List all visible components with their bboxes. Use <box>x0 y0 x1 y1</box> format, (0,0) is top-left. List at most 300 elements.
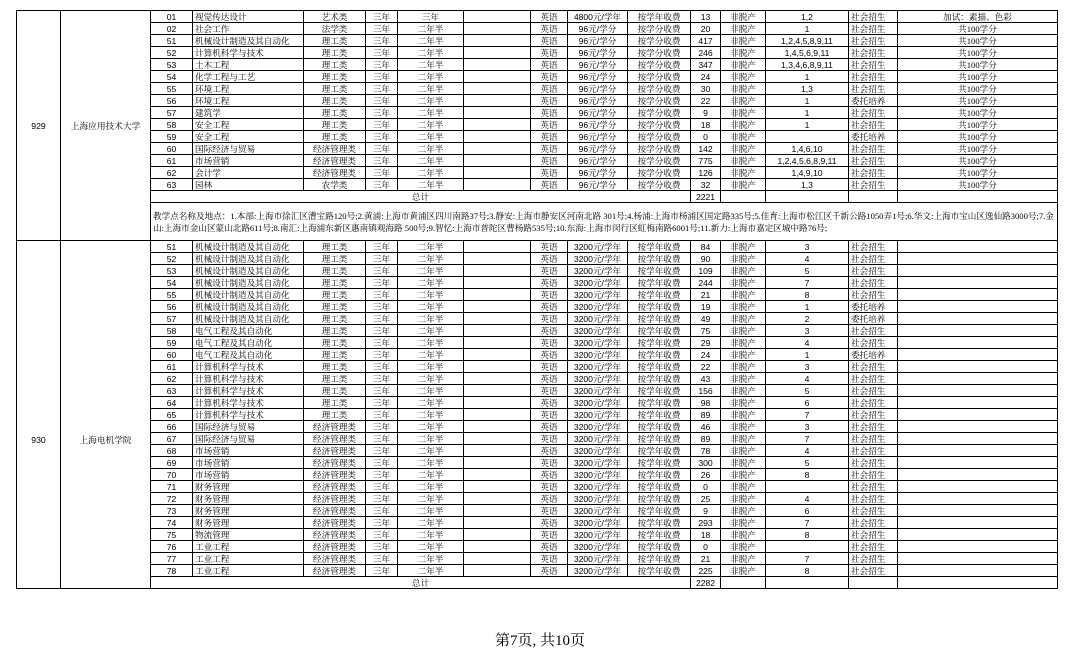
major-name: 市场营销 <box>193 445 304 457</box>
program-length: 三年 <box>366 529 398 541</box>
study-mode: 非脱产 <box>721 505 766 517</box>
teaching-sites: 7 <box>766 433 849 445</box>
table-row <box>17 95 1058 107</box>
program-length: 三年 <box>366 167 398 179</box>
teaching-sites: 1,4,5,6,9,11 <box>766 47 849 59</box>
fee-method: 按学分收费 <box>628 131 691 143</box>
major-code: 54 <box>151 71 193 83</box>
major-code: 58 <box>151 325 193 337</box>
tuition-fee: 3200元/学年 <box>568 409 628 421</box>
subject-category: 法学类 <box>304 23 366 35</box>
blank-cell <box>464 301 531 313</box>
tuition-fee: 3200元/学年 <box>568 445 628 457</box>
fee-method: 按学年收费 <box>628 349 691 361</box>
program-length: 三年 <box>366 373 398 385</box>
major-code: 65 <box>151 409 193 421</box>
enrollment-type: 社会招生 <box>849 325 898 337</box>
tuition-fee: 3200元/学年 <box>568 433 628 445</box>
study-mode: 非脱产 <box>721 421 766 433</box>
major-code: 74 <box>151 517 193 529</box>
blank-cell <box>464 83 531 95</box>
remarks <box>898 553 1058 565</box>
exam-language: 英语 <box>531 107 568 119</box>
exam-language: 英语 <box>531 179 568 191</box>
fee-method: 按学年收费 <box>628 433 691 445</box>
study-duration: 二年半 <box>398 445 464 457</box>
major-name: 土木工程 <box>193 59 304 71</box>
exam-language: 英语 <box>531 71 568 83</box>
subject-category: 经济管理类 <box>304 469 366 481</box>
major-code: 63 <box>151 385 193 397</box>
study-duration: 二年半 <box>398 313 464 325</box>
teaching-sites: 6 <box>766 505 849 517</box>
table-row <box>17 421 1058 433</box>
study-mode: 非脱产 <box>721 361 766 373</box>
program-length: 三年 <box>366 349 398 361</box>
major-code: 52 <box>151 47 193 59</box>
study-mode: 非脱产 <box>721 119 766 131</box>
blank-cell <box>464 469 531 481</box>
major-code: 63 <box>151 179 193 191</box>
major-code: 69 <box>151 457 193 469</box>
program-length: 三年 <box>366 155 398 167</box>
teaching-sites: 5 <box>766 265 849 277</box>
study-mode: 非脱产 <box>721 179 766 191</box>
fee-method: 按学年收费 <box>628 565 691 577</box>
enrollment-count: 0 <box>691 541 721 553</box>
tuition-fee: 96元/学分 <box>568 155 628 167</box>
enrollment-count: 417 <box>691 35 721 47</box>
study-mode: 非脱产 <box>721 289 766 301</box>
major-code: 61 <box>151 361 193 373</box>
study-duration: 二年半 <box>398 385 464 397</box>
blank-cell <box>849 191 898 203</box>
school-code: 929 <box>17 11 61 241</box>
teaching-sites: 1 <box>766 119 849 131</box>
study-duration: 二年半 <box>398 421 464 433</box>
exam-language: 英语 <box>531 277 568 289</box>
tuition-fee: 96元/学分 <box>568 95 628 107</box>
fee-method: 按学年收费 <box>628 373 691 385</box>
subject-category: 理工类 <box>304 131 366 143</box>
remarks <box>898 385 1058 397</box>
fee-method: 按学年收费 <box>628 469 691 481</box>
enrollment-type: 社会招生 <box>849 265 898 277</box>
enrollment-type: 社会招生 <box>849 517 898 529</box>
major-name: 环境工程 <box>193 83 304 95</box>
blank-cell <box>464 179 531 191</box>
table-row <box>17 517 1058 529</box>
program-length: 三年 <box>366 445 398 457</box>
study-mode: 非脱产 <box>721 325 766 337</box>
enrollment-type: 社会招生 <box>849 241 898 253</box>
study-duration: 二年半 <box>398 493 464 505</box>
subject-category: 经济管理类 <box>304 481 366 493</box>
table-row <box>17 11 1058 23</box>
enrollment-type: 社会招生 <box>849 179 898 191</box>
major-name: 计算机科学与技术 <box>193 373 304 385</box>
teaching-sites: 7 <box>766 277 849 289</box>
exam-language: 英语 <box>531 23 568 35</box>
major-name: 机械设计制造及其自动化 <box>193 253 304 265</box>
remarks <box>898 337 1058 349</box>
study-duration: 二年半 <box>398 349 464 361</box>
enrollment-type: 社会招生 <box>849 361 898 373</box>
fee-method: 按学年收费 <box>628 313 691 325</box>
table-row <box>17 505 1058 517</box>
tuition-fee: 96元/学分 <box>568 59 628 71</box>
study-mode: 非脱产 <box>721 107 766 119</box>
remarks <box>898 253 1058 265</box>
study-mode: 非脱产 <box>721 553 766 565</box>
study-duration: 二年半 <box>398 155 464 167</box>
exam-language: 英语 <box>531 167 568 179</box>
study-duration: 二年半 <box>398 71 464 83</box>
blank-cell <box>464 107 531 119</box>
enrollment-count: 22 <box>691 95 721 107</box>
enrollment-count: 78 <box>691 445 721 457</box>
study-duration: 二年半 <box>398 301 464 313</box>
fee-method: 按学年收费 <box>628 529 691 541</box>
study-duration: 二年半 <box>398 179 464 191</box>
study-duration: 二年半 <box>398 253 464 265</box>
blank-cell <box>464 493 531 505</box>
fee-method: 按学分收费 <box>628 35 691 47</box>
tuition-fee: 96元/学分 <box>568 35 628 47</box>
teaching-sites: 3 <box>766 241 849 253</box>
major-name: 电气工程及其自动化 <box>193 349 304 361</box>
teaching-sites: 1,3 <box>766 179 849 191</box>
enrollment-type: 社会招生 <box>849 253 898 265</box>
fee-method: 按学年收费 <box>628 337 691 349</box>
teaching-sites: 7 <box>766 409 849 421</box>
major-code: 60 <box>151 349 193 361</box>
fee-method: 按学分收费 <box>628 47 691 59</box>
remarks <box>898 517 1058 529</box>
major-code: 54 <box>151 277 193 289</box>
school-name: 上海应用技术大学 <box>61 11 151 241</box>
major-name: 计算机科学与技术 <box>193 47 304 59</box>
blank-cell <box>464 397 531 409</box>
study-duration: 二年半 <box>398 469 464 481</box>
study-mode: 非脱产 <box>721 469 766 481</box>
table-row <box>17 167 1058 179</box>
school-name: 上海电机学院 <box>61 241 151 589</box>
major-name: 电气工程及其自动化 <box>193 337 304 349</box>
study-duration: 二年半 <box>398 409 464 421</box>
tuition-fee: 3200元/学年 <box>568 277 628 289</box>
remarks <box>898 361 1058 373</box>
program-length: 三年 <box>366 71 398 83</box>
exam-language: 英语 <box>531 241 568 253</box>
major-code: 53 <box>151 265 193 277</box>
table-row <box>17 155 1058 167</box>
major-name: 视觉传达设计 <box>193 11 304 23</box>
blank-cell <box>464 433 531 445</box>
tuition-fee: 3200元/学年 <box>568 301 628 313</box>
major-code: 70 <box>151 469 193 481</box>
table-row <box>17 529 1058 541</box>
major-code: 71 <box>151 481 193 493</box>
table-row <box>17 325 1058 337</box>
major-name: 机械设计制造及其自动化 <box>193 265 304 277</box>
blank-cell <box>464 155 531 167</box>
enrollment-count: 244 <box>691 277 721 289</box>
exam-language: 英语 <box>531 119 568 131</box>
major-name: 安全工程 <box>193 131 304 143</box>
study-mode: 非脱产 <box>721 337 766 349</box>
enrollment-type: 社会招生 <box>849 47 898 59</box>
blank-cell <box>464 313 531 325</box>
subject-category: 经济管理类 <box>304 505 366 517</box>
blank-cell <box>464 457 531 469</box>
exam-language: 英语 <box>531 143 568 155</box>
table-row <box>17 445 1058 457</box>
program-length: 三年 <box>366 409 398 421</box>
study-mode: 非脱产 <box>721 253 766 265</box>
table-row <box>17 253 1058 265</box>
enrollment-count: 293 <box>691 517 721 529</box>
blank-cell <box>464 119 531 131</box>
teaching-sites: 8 <box>766 469 849 481</box>
table-row <box>17 361 1058 373</box>
tuition-fee: 3200元/学年 <box>568 313 628 325</box>
program-length: 三年 <box>366 119 398 131</box>
major-name: 化学工程与工艺 <box>193 71 304 83</box>
remarks: 共100学分 <box>898 35 1058 47</box>
tuition-fee: 96元/学分 <box>568 143 628 155</box>
program-length: 三年 <box>366 481 398 493</box>
enrollment-type: 社会招生 <box>849 107 898 119</box>
major-code: 59 <box>151 131 193 143</box>
subject-category: 理工类 <box>304 253 366 265</box>
remarks: 共100学分 <box>898 143 1058 155</box>
fee-method: 按学年收费 <box>628 457 691 469</box>
teaching-sites <box>766 131 849 143</box>
fee-method: 按学年收费 <box>628 277 691 289</box>
major-code: 67 <box>151 433 193 445</box>
remarks <box>898 505 1058 517</box>
remarks <box>898 313 1058 325</box>
remarks: 共100学分 <box>898 23 1058 35</box>
remarks <box>898 481 1058 493</box>
major-code: 52 <box>151 253 193 265</box>
major-code: 55 <box>151 83 193 95</box>
study-mode: 非脱产 <box>721 541 766 553</box>
program-length: 三年 <box>366 457 398 469</box>
blank-cell <box>464 241 531 253</box>
teaching-sites: 4 <box>766 253 849 265</box>
enrollment-count: 98 <box>691 397 721 409</box>
teaching-sites: 8 <box>766 565 849 577</box>
tuition-fee: 3200元/学年 <box>568 517 628 529</box>
tuition-fee: 96元/学分 <box>568 179 628 191</box>
fee-method: 按学年收费 <box>628 253 691 265</box>
major-name: 安全工程 <box>193 119 304 131</box>
study-mode: 非脱产 <box>721 83 766 95</box>
page-number: 第7页, 共10页 <box>494 633 585 649</box>
exam-language: 英语 <box>531 529 568 541</box>
enrollment-count: 126 <box>691 167 721 179</box>
blank-cell <box>464 71 531 83</box>
tuition-fee: 96元/学分 <box>568 23 628 35</box>
teaching-sites: 6 <box>766 397 849 409</box>
tuition-fee: 3200元/学年 <box>568 541 628 553</box>
study-duration: 三年 <box>398 11 464 23</box>
program-length: 三年 <box>366 385 398 397</box>
study-duration: 二年半 <box>398 131 464 143</box>
tuition-fee: 3200元/学年 <box>568 325 628 337</box>
major-name: 社会工作 <box>193 23 304 35</box>
subject-category: 理工类 <box>304 313 366 325</box>
study-mode: 非脱产 <box>721 71 766 83</box>
study-mode: 非脱产 <box>721 481 766 493</box>
fee-method: 按学年收费 <box>628 505 691 517</box>
enrollment-type: 社会招生 <box>849 83 898 95</box>
table-row <box>17 565 1058 577</box>
subject-category: 艺术类 <box>304 11 366 23</box>
study-mode: 非脱产 <box>721 397 766 409</box>
enrollment-type: 社会招生 <box>849 167 898 179</box>
exam-language: 英语 <box>531 541 568 553</box>
blank-cell <box>464 565 531 577</box>
enrollment-count: 18 <box>691 529 721 541</box>
major-name: 市场营销 <box>193 469 304 481</box>
table-row <box>17 493 1058 505</box>
enrollment-type: 社会招生 <box>849 565 898 577</box>
study-mode: 非脱产 <box>721 565 766 577</box>
remarks <box>898 349 1058 361</box>
study-mode: 非脱产 <box>721 349 766 361</box>
enrollment-count: 0 <box>691 481 721 493</box>
subject-category: 理工类 <box>304 35 366 47</box>
program-length: 三年 <box>366 179 398 191</box>
major-name: 园林 <box>193 179 304 191</box>
enrollment-type: 社会招生 <box>849 505 898 517</box>
teaching-sites: 1 <box>766 95 849 107</box>
exam-language: 英语 <box>531 553 568 565</box>
remarks <box>898 409 1058 421</box>
exam-language: 英语 <box>531 35 568 47</box>
program-length: 三年 <box>366 241 398 253</box>
table-row <box>17 71 1058 83</box>
major-name: 财务管理 <box>193 481 304 493</box>
major-code: 57 <box>151 107 193 119</box>
blank-cell <box>464 553 531 565</box>
enrollment-count: 29 <box>691 337 721 349</box>
major-name: 电气工程及其自动化 <box>193 325 304 337</box>
teaching-sites: 2 <box>766 313 849 325</box>
teaching-sites: 5 <box>766 385 849 397</box>
exam-language: 英语 <box>531 433 568 445</box>
teaching-sites: 8 <box>766 529 849 541</box>
table-row <box>17 23 1058 35</box>
study-mode: 非脱产 <box>721 409 766 421</box>
fee-method: 按学年收费 <box>628 421 691 433</box>
fee-method: 按学年收费 <box>628 361 691 373</box>
enrollment-type: 社会招生 <box>849 397 898 409</box>
total-row <box>17 191 1058 203</box>
tuition-fee: 96元/学分 <box>568 47 628 59</box>
program-length: 三年 <box>366 83 398 95</box>
enrollment-count: 9 <box>691 107 721 119</box>
enrollment-count: 19 <box>691 301 721 313</box>
fee-method: 按学分收费 <box>628 107 691 119</box>
table-row <box>17 143 1058 155</box>
study-mode: 非脱产 <box>721 277 766 289</box>
teaching-sites: 1 <box>766 107 849 119</box>
subject-category: 经济管理类 <box>304 155 366 167</box>
blank-cell <box>464 385 531 397</box>
table-row <box>17 241 1058 253</box>
fee-method: 按学年收费 <box>628 553 691 565</box>
major-code: 58 <box>151 119 193 131</box>
study-duration: 二年半 <box>398 143 464 155</box>
study-mode: 非脱产 <box>721 59 766 71</box>
study-mode: 非脱产 <box>721 457 766 469</box>
exam-language: 英语 <box>531 493 568 505</box>
exam-language: 英语 <box>531 265 568 277</box>
tuition-fee: 3200元/学年 <box>568 337 628 349</box>
enrollment-type: 社会招生 <box>849 553 898 565</box>
enrollment-plan-table <box>16 10 1058 589</box>
fee-method: 按学分收费 <box>628 167 691 179</box>
program-length: 三年 <box>366 47 398 59</box>
blank-cell <box>464 409 531 421</box>
tuition-fee: 96元/学分 <box>568 119 628 131</box>
table-row <box>17 301 1058 313</box>
subject-category: 经济管理类 <box>304 541 366 553</box>
study-duration: 二年半 <box>398 265 464 277</box>
major-name: 计算机科学与技术 <box>193 409 304 421</box>
enrollment-type: 社会招生 <box>849 421 898 433</box>
enrollment-type: 社会招生 <box>849 11 898 23</box>
fee-method: 按学年收费 <box>628 517 691 529</box>
fee-method: 按学年收费 <box>628 397 691 409</box>
enrollment-count: 13 <box>691 11 721 23</box>
remarks: 共100学分 <box>898 59 1058 71</box>
remarks <box>898 433 1058 445</box>
major-name: 工业工程 <box>193 565 304 577</box>
major-name: 机械设计制造及其自动化 <box>193 289 304 301</box>
blank-cell <box>464 529 531 541</box>
tuition-fee: 3200元/学年 <box>568 289 628 301</box>
remarks <box>898 397 1058 409</box>
study-duration: 二年半 <box>398 59 464 71</box>
major-code: 01 <box>151 11 193 23</box>
study-mode: 非脱产 <box>721 517 766 529</box>
tuition-fee: 96元/学分 <box>568 131 628 143</box>
fee-method: 按学年收费 <box>628 289 691 301</box>
remarks: 加试：素描、色彩 <box>898 11 1058 23</box>
fee-method: 按学年收费 <box>628 493 691 505</box>
fee-method: 按学年收费 <box>628 541 691 553</box>
study-mode: 非脱产 <box>721 385 766 397</box>
study-mode: 非脱产 <box>721 167 766 179</box>
tuition-fee: 3200元/学年 <box>568 421 628 433</box>
study-duration: 二年半 <box>398 505 464 517</box>
enrollment-count: 156 <box>691 385 721 397</box>
study-mode: 非脱产 <box>721 445 766 457</box>
table-row <box>17 349 1058 361</box>
study-mode: 非脱产 <box>721 313 766 325</box>
program-length: 三年 <box>366 505 398 517</box>
exam-language: 英语 <box>531 469 568 481</box>
enrollment-type: 委托培养 <box>849 95 898 107</box>
table-row <box>17 553 1058 565</box>
subject-category: 经济管理类 <box>304 529 366 541</box>
major-code: 62 <box>151 167 193 179</box>
